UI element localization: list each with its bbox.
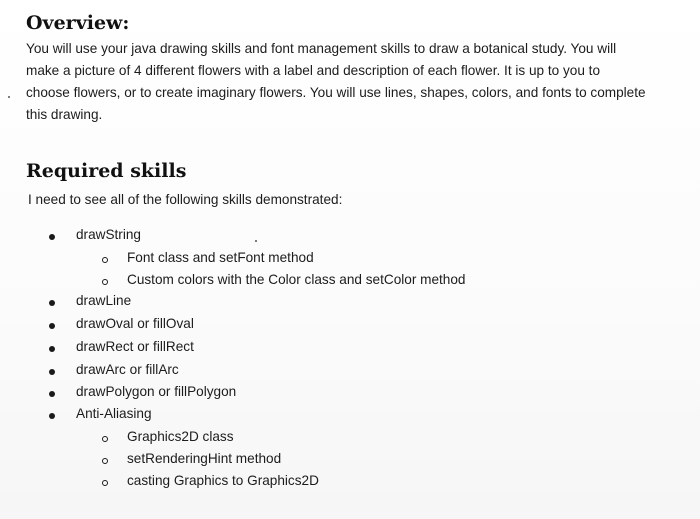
- overview-line-4: this drawing.: [26, 107, 103, 122]
- bullet-icon: [49, 234, 55, 240]
- skill-subitem-font-class: Font class and setFont method: [127, 250, 314, 265]
- bullet-icon: [49, 369, 55, 375]
- skill-subitem-graphics2d: Graphics2D class: [127, 429, 234, 444]
- bullet-icon: [49, 323, 55, 329]
- skill-item-drawline: drawLine: [76, 293, 132, 308]
- skill-subitem-renderinghint: setRenderingHint method: [127, 451, 282, 466]
- overview-line-3: choose flowers, or to create imaginary flowers. You will use lines, shapes, colors, and fonts to complete: [26, 85, 646, 100]
- scan-speck: [255, 240, 257, 242]
- hollow-bullet-icon: [102, 279, 108, 285]
- skill-item-drawoval: drawOval or fillOval: [76, 316, 194, 331]
- skill-item-anti-aliasing: Anti-Aliasing: [76, 406, 152, 421]
- skill-item-drawarc: drawArc or fillArc: [76, 362, 179, 377]
- overview-line-2: make a picture of 4 different flowers with a label and description of each flower. It is up to you to: [26, 63, 601, 78]
- hollow-bullet-icon: [102, 480, 108, 486]
- overview-heading: Overview:: [26, 12, 130, 34]
- hollow-bullet-icon: [102, 436, 108, 442]
- skill-item-drawrect: drawRect or fillRect: [76, 339, 194, 354]
- required-intro: I need to see all of the following skills demonstrated:: [28, 192, 343, 207]
- scan-speck: [8, 96, 10, 98]
- bullet-icon: [49, 300, 55, 306]
- bullet-icon: [49, 391, 55, 397]
- hollow-bullet-icon: [102, 257, 108, 263]
- skill-item-drawpolygon: drawPolygon or fillPolygon: [76, 384, 237, 399]
- overview-line-1: You will use your java drawing skills and font management skills to draw a botanical study. You will: [26, 41, 617, 56]
- hollow-bullet-icon: [102, 458, 108, 464]
- skill-subitem-casting: casting Graphics to Graphics2D: [127, 473, 319, 488]
- skill-subitem-custom-colors: Custom colors with the Color class and setColor method: [127, 272, 466, 287]
- skill-item-drawstring: drawString: [76, 227, 141, 242]
- required-skills-heading: Required skills: [26, 160, 187, 182]
- bullet-icon: [49, 346, 55, 352]
- bullet-icon: [49, 413, 55, 419]
